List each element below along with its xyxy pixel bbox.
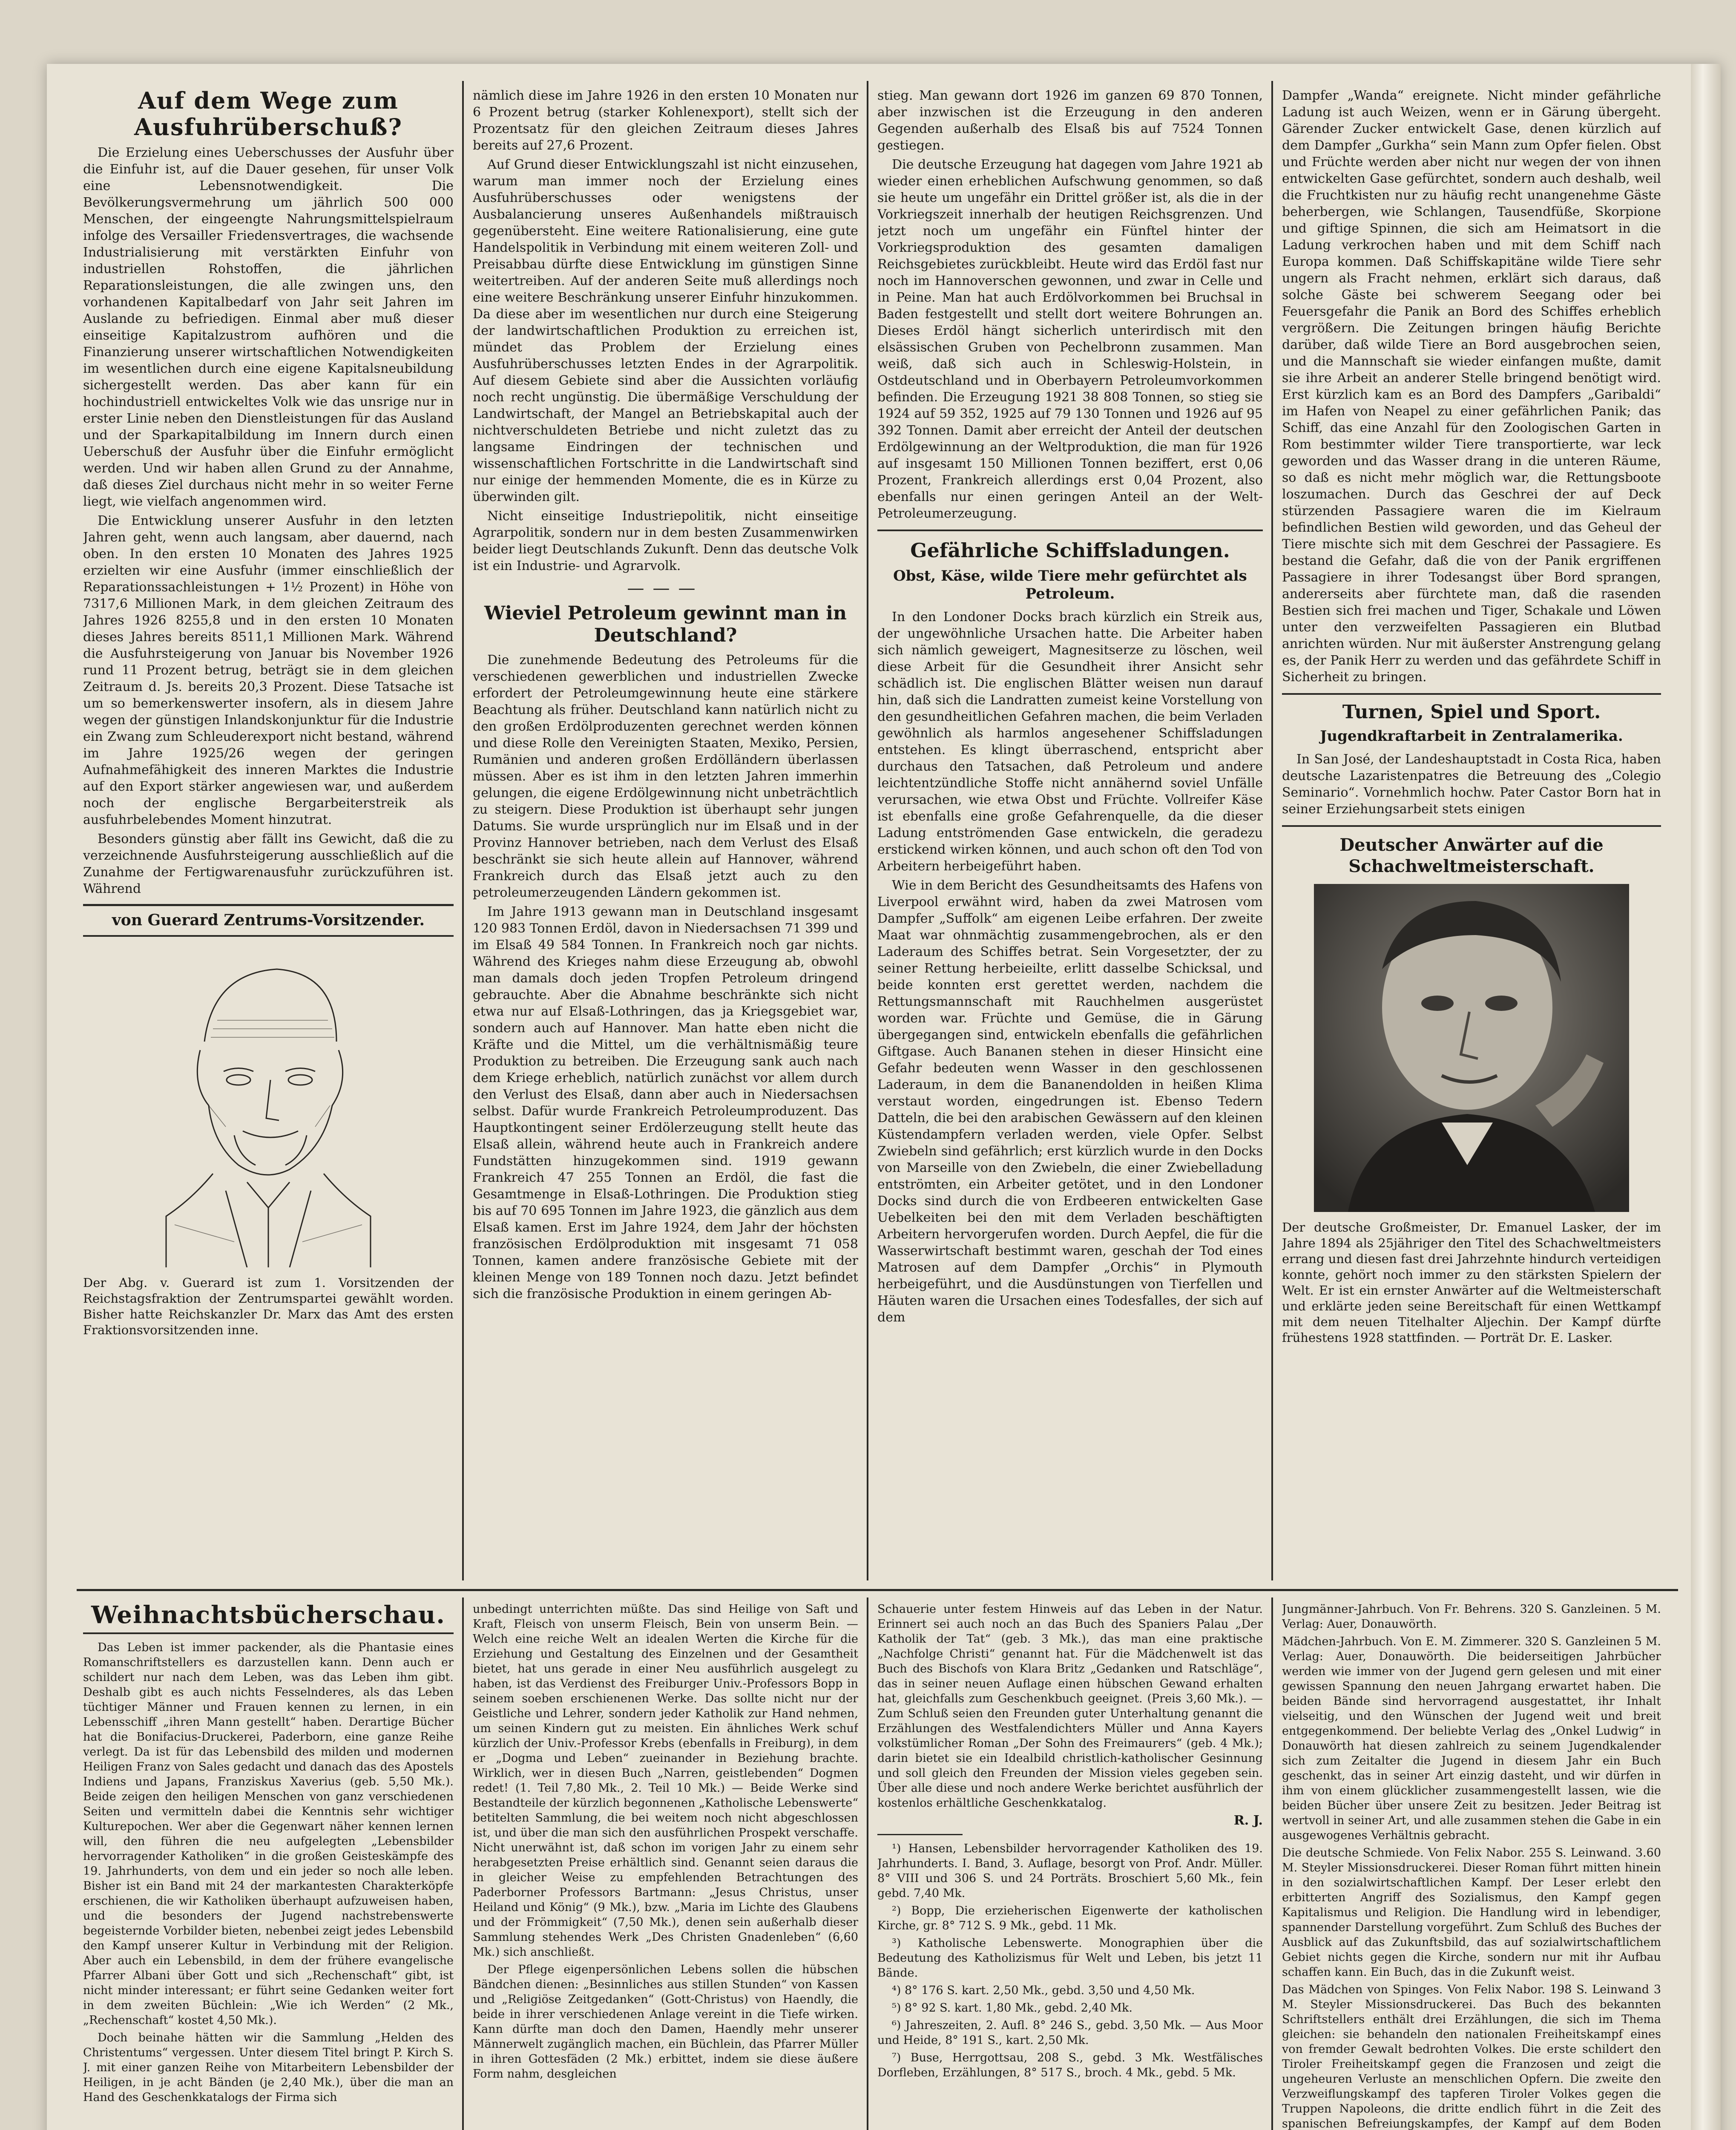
book-entry: Jungmänner-Jahrbuch. Von Fr. Behrens. 320 S. Ganzleinen. 5 M. Verlag: Auer, Donauwörth.: [1282, 1603, 1661, 1631]
divider: [83, 904, 454, 906]
paragraph: Die deutsche Erzeugung hat dagegen vom Jahre 1921 ab wieder einen erheblichen Aufschwung genommen, so daß sie heute um ungefähr ein Drittel größer ist, als die in der Vorkriegszeit innerhalb der heutigen Reichsgrenzen. Und jetzt noch um ungefähr ein Fünftel hinter der Vorkriegsproduktion des gesamten damaligen Reichsgebietes zurückbleibt. Heute wird das Erdöl fast nur noch im Hannoverschen gewonnen, und zwar in Celle und in Peine. Man hat auch Erdölvorkommen bei Bruchsal in Baden festgestellt und stellt dort weitere Bohrungen an. Dieses Erdöl hängt sicherlich unterirdisch mit den elsässischen Gruben von Pechelbronn zusammen. Man weiß, daß sich auch in Schleswig-Holstein, in Ostdeutschland und in Oberbayern Petroleumvorkommen befinden. Die Erzeugung 1921 38 808 Tonnen, so stieg sie 1924 auf 59 352, 1925 auf 79 130 Tonnen und 1926 auf 95 392 Tonnen. Damit aber erreicht der Anteil der deutschen Erdölgewinnung an der Weltproduktion, die man für 1926 auf insgesamt 150 Millionen Tonnen beziffert, erst 0,06 Prozent, Frankreich allerdings erst 0,04 Prozent, also ebenfalls nur einen geringen Anteil an der Welt-Petroleumerzeugung.: [877, 157, 1263, 521]
paragraph: Doch beinahe hätten wir die Sammlung „Helden des Christentums“ vergessen. Unter diesem Titel bringt P. Kirch S. J. mit einer ganzen Reihe von Mitarbeitern Lebensbilder der Heiligen, in je acht Bänden (je 2,40 Mk.), über die man an Hand des Geschenkkatalogs der Firma sich: [83, 2031, 454, 2104]
chess-caption: Der deutsche Großmeister, Dr. Emanuel Lasker, der im Jahre 1894 als 25jähriger den Titel des Schachweltmeisters errang und diesen fast drei Jahrzehnte hindurch verteidigen konnte, gehört noch immer zu den stärksten Spielern der Welt. Er ist ein ernster Anwärter auf die Weltmeisterschaft und erklärte jeden seine Bereitschaft für einen Wettkampf mit dem neuen Titelhalter Aljechin. Der Kampf dürfte frühestens 1928 stattfinden. — Porträt Dr. E. Lasker.: [1282, 1220, 1661, 1345]
article-subtitle: Obst, Käse, wilde Tiere mehr gefürchtet als Petroleum.: [893, 567, 1247, 602]
paragraph: Die Erzielung eines Ueberschusses der Ausfuhr über die Einfuhr ist, auf die Dauer gesehen, für unser Volk eine Lebensnotwendigkeit. Die Bevölkerungsvermehrung um jährlich 500 000 Menschen, der eingeengte Nahrungsmittelspielraum infolge des Versailler Friedensvertrages, die wachsende Industrialisierung mit verstärkten Einfuhr von industriellen Rohstoffen, die jährlichen Reparationsleistungen, die alle zwingen uns, den vorhandenen Kapitalbedarf von Jahr seit Jahren im Auslande zu befriedigen. Einmal aber muß dieser einseitige Kapitalzustrom aufhören und die Finanzierung unserer wirtschaftlichen Notwendigkeiten im wesentlichen durch eine eigene Kapitalsneubildung sichergestellt werden. Das aber kann für ein hochindustriell entwickeltes Volk wie das unsrige nur in erster Linie neben den Dienstleistungen für das Ausland und der Sparkapitalbildung im Innern durch einen Ueberschuß der Ausfuhr über die Einfuhr ermöglicht werden. Und wir haben allen Grund zu der Annahme, daß dieses Ziel durchaus nicht mehr in so weiter Ferne liegt, wie vielfach angenommen wird.: [83, 145, 454, 509]
article-title-export: Auf dem Wege zum Ausfuhrüberschuß?: [134, 87, 403, 141]
footnote: ⁶) Jahreszeiten, 2. Aufl. 8° 246 S., gebd. 3,50 Mk. — Aus Moor und Heide, 8° 191 S., kart. 2,50 Mk.: [877, 2019, 1263, 2047]
footnote-rule: [877, 1834, 963, 1835]
paragraph: Wie in dem Bericht des Gesundheitsamts des Hafens von Liverpool erwähnt wird, haben da zwei Matrosen vom Dampfer „Suffolk“ am eigenen Leibe erfahren. Der zweite Maat war ohnmächtig zusammengebrochen, als er den Laderaum des Schiffes betrat. Sein Vorgesetzter, der zu seiner Rettung herbeieilte, erlitt dasselbe Schicksal, und beide konnten erst gerettet werden, nachdem die Rettungsmannschaft mit Rauchhelmen ausgerüstet worden war. Früchte und Gemüse, die in Gärung übergegangen sind, entwickeln ebenfalls die gefährlichen Giftgase. Auch Bananen stehen in dieser Hinsicht eine Gefahr bedeuten wenn Wasser in den geschlossenen Laderaum, in dem die Bananendolden in heißen Klima verstaut worden, eingedrungen ist. Ebenso Tedern Datteln, die bei den arabischen Gewässern auf den kleinen Küstendampfern verladen werden, viele Opfer. Selbst Zwiebeln sind gefährlich; erst kürzlich wurde in den Docks von Marseille von den Zwiebeln, die einer Zwiebelladung entströmten, ein Arbeiter getötet, und in den Londoner Docks sind durch die von Erdbeeren entwickelten Gase Uebelkeiten bei den mit dem Verladen beschäftigten Arbeitern hervorgerufen worden. Durch Aepfel, die für die Wasserwirtschaft bestimmt waren, geschah der Tod eines Matrosen auf dem Dampfer „Orchis“ in Plymouth herbeigeführt, und die Ausdünstungen von Tierfellen und Häuten waren die Ursachen eines Todesfalles, der sich auf dem: [877, 878, 1263, 1325]
column-rule-b2: [867, 1598, 868, 2130]
paragraph: Schauerie unter festem Hinweis auf das Leben in der Natur. Erinnert sei auch noch an das Buch des Spaniers Palau „Der Katholik der Tat“ (geb. 3 Mk.), das man eine praktische „Nachfolge Christi“ genannt hat. Für die Mädchenwelt ist das Buch des Bischofs von Klara Britz „Gedanken und Ratschläge“, das in seiner neuen Auflage einen hübschen Gewand erhalten hat, gleichfalls zum Geschenkbuch geeignet. (Preis 3,60 Mk.). — Zum Schluß seien den Freunden guter Unterhaltung genannt die Erzählungen des Westfalendichters Müller und Anna Kayers volkstümlicher Roman „Der Sohn des Freimaurers“ (geb. 4 Mk.); darin bietet sie ein Idealbild christlich-katholischer Gesinnung und soll gleich den Freunden der Mission vieles gegeben sein. Über alle diese und noch andere Werke berichtet ausführlich der kostenlos erhältliche Geschenkkatalog.: [877, 1603, 1263, 1810]
footnote: ³) Katholische Lebenswerte. Monographien über die Bedeutung des Katholizismus für Welt und Leben, bis jetzt 11 Bände.: [877, 1937, 1263, 1980]
book-entry: Mädchen-Jahrbuch. Von E. M. Zimmerer. 320 S. Ganzleinen 5 M. Verlag: Auer, Donauwörth. Die beiderseitigen Jahrbücher werden wie immer von der Jugend gern gelesen und mit einer gewissen Spannung den neuen Jahrgang erwartet haben. Die beiden Bände sind hervorragend ausgestattet, ihr Inhalt vielseitig, und den Wünschen der Jugend weit und breit entgegenkommend. Der beliebte Verlag des „Onkel Ludwig“ in Donauwörth hat diesen zahlreich zu seinem Jugendkalender sich zum Zeitalter die Jugend in diesem Jahr ein Buch geschenkt, das in seiner Art einzig dasteht, und wir dürfen in ihm von einem glücklicher zusammengestellt lassen, wie die beiden Bücher über unsere Zeit zu besitzen. Jeder Beitrag ist wertvoll in seiner Art, und alle zusammen stehen die Gabe in ein ausgewogenes Verhältnis gebracht.: [1282, 1635, 1661, 1842]
paragraph: stieg. Man gewann dort 1926 im ganzen 69 870 Tonnen, aber inzwischen ist die Erzeugung in den anderen Gegenden außerhalb des Elsaß bis auf 7524 Tonnen gestiegen.: [877, 88, 1263, 153]
footnote: ¹) Hansen, Lebensbilder hervorragender Katholiken des 19. Jahrhunderts. I. Band, 3. Auflage, besorgt von Prof. Andr. Müller. 8° VIII und 306 S. und 24 Porträts. Broschiert 5,60 Mk., fein gebd. 7,40 Mk.: [877, 1842, 1263, 1900]
paragraph: Das Leben ist immer packender, als die Phantasie eines Romanschriftstellers es darzustellen kann. Denn auch er schildert nur nach dem Leben, was das Leben ihm gibt. Deshalb gibt es auch nichts Fesselnderes, als das Leben tüchtiger Männer und Frauen kennen zu lernen, in ein Lebensschiff „ihren Mann gestellt“ haben. Derartige Bücher hat die Bonifacius-Druckerei, Paderborn, eine ganze Reihe verlegt. Da ist für das Lebensbild des milden und modernen Heiligen Franz von Sales gedacht und danach das des Apostels Indiens und Japans, Franziskus Xaverius (geb. 5,50 Mk.). Beide zeigen den heiligen Menschen von ganz verschiedenen Seiten und vermitteln dabei die Kenntnis sehr wichtiger Kulturepochen. Wer aber die Gegenwart näher kennen lernen will, den führen die neu aufgelegten „Lebensbilder hervorragender Katholiken“ in die großen Geisteskämpfe des 19. Jahrhunderts, von dem und ein jeder so noch alle leben. Bisher ist ein Band mit 24 der markantesten Charakterköpfe erschienen, die wir Katholiken überhaupt aufzuweisen haben, und die besonders der Jugend nachstrebenswerte begeisternde Vorbilder bieten, nebenbei zeigt jedes Lebensbild den Kampf unserer Kultur in Verbindung mit der Religion. Aber auch ein Lebensbild, in dem der frühere evangelische Pfarrer Albani über Gott und sich „Rechenschaft“ gibt, ist nicht minder interessant; er führt seine Gedanken weiter fort in dem zweiten Büchlein: „Wie ich Werden“ (2 Mk., „Rechenschaft“ kostet 4,50 Mk.).: [83, 1641, 454, 2027]
section-rule: [77, 1589, 1678, 1591]
portrait-guerard-illustration: [149, 944, 388, 1267]
article-title-petroleum: Wieviel Petroleum gewinnt man in Deutschland?: [484, 602, 847, 646]
paragraph: Die zunehmende Bedeutung des Petroleums für die verschiedenen gewerblichen und industriellen Zwecke erfordert der Petroleumgewinnung heute eine stärkere Beachtung als früher. Deutschland kann natürlich nicht zu den großen Erdölproduzenten gerechnet werden können und diese Rolle den Vereinigten Staaten, Mexiko, Persien, Rumänien und anderen großen Erdölländern überlassen müssen. Aber es ist ihm in den letzten Jahren immerhin gelungen, die eigene Erdölgewinnung nicht unbeträchtlich zu steigern. Diese Produktion ist überhaupt sehr jungen Datums. Sie wurde ursprünglich nur im Elsaß und in der Provinz Hannover betrieben, nach dem Verlust des Elsaß beschränkt sie sich heute allein auf Hannover, während Frankreich durch das Elsaß jetzt auch zu den petroleumerzeugenden Ländern gekommen ist.: [473, 653, 858, 900]
column-rule-b1: [462, 1598, 464, 2130]
bottom-column-2: [473, 1602, 858, 2130]
paragraph: Der Pflege eigenpersönlichen Lebens sollen die hübschen Bändchen dienen: „Besinnliches aus stillen Stunden“ von Kassen und „Religiöse Zeitgedanken“ (Gott-Christus) von Haendly, die beide in ihrer verschiedenen Anlage vereint in die Tiefe wirken. Kann dürfte man doch den Damen, Haendly mehr unserer Männerwelt zugänglich machen, ein Büchlein, das Pfarrer Müller in ihren Gottesfäden (2 Mk.) erbittet, indem sie diese äußere Form nahm, desgleichen: [473, 1963, 858, 2081]
column-rule-2: [867, 81, 868, 1580]
divider: [1282, 693, 1661, 695]
paragraph: Dampfer „Wanda“ ereignete. Nicht minder gefährliche Ladung ist auch Weizen, wenn er in Gärung übergeht. Gärender Zucker entwickelt Gase, denen kürzlich auf dem Dampfer „Gurkha“ sein Mann zum Opfer fielen. Obst und Früchte werden aber nicht nur wegen der von ihnen entwickelten Gase gefürchtet, sondern auch deshalb, weil die Fruchtkisten nur zu häufig recht unangenehme Gäste beherbergen, wie Schlangen, Tausendfüße, Skorpione und giftige Spinnen, die sich am Heimatsort in die Ladung verkrochen haben und mit dem Schiff nach Europa kommen. Daß Schiffskapitäne wilde Tiere sehr ungern als Fracht nehmen, erklärt sich daraus, daß solche Gäste bei schwerem Seegang oder bei Feuersgefahr die Panik an Bord des Schiffes erheblich vergrößern. Die Zeitungen bringen häufig Berichte darüber, daß wilde Tiere an Bord ausgebrochen seien, und die Mannschaft sie wieder einfangen mußte, damit sie ihre Arbeit an anderer Stelle bringend benötigt wird. Erst kürzlich kam es an Bord des Dampfers „Garibaldi“ im Hafen von Neapel zu einer gefährlichen Panik; das Schiff, das eine Anzahl für den Zoologischen Garten in Rom bestimmter wilder Tiere transportierte, war leck geworden und das Wasser drang in die unteren Räume, so daß es nicht mehr möglich war, die Rettungsboote loszumachen. Durch das Geschrei der auf Deck stürzenden Passagiere waren die im Kielraum befindlichen Bestien wild geworden, und das Geheul der Tiere mischte sich mit dem Geschrei der Passagiere. Es bestand die Gefahr, daß die von der Panik ergriffenen Passagiere in ihrer Todesangst über Bord sprangen, andererseits aber fürchtete man, daß die rasenden Bestien sich frei machen und Tiger, Schakale und Löwen unter den verzweifelten Passagieren ein Blutbad anrichten würden. Nur mit äußerster Anstrengung gelang es, der Panik Herr zu werden und das gefährdete Schiff in Sicherheit zu bringen.: [1282, 88, 1661, 685]
divider: [83, 1632, 454, 1634]
portrait-caption: Der Abg. v. Guerard ist zum 1. Vorsitzenden der Reichstagsfraktion der Zentrumspartei gewählt worden. Bisher hatte Reichskanzler Dr. Marx das Amt des ersten Fraktionsvorsitzenden inne.: [83, 1275, 454, 1337]
divider: [877, 530, 1263, 531]
article-title-books: Weihnachtsbücherschau.: [91, 1602, 445, 1629]
bottom-column-1: [83, 1602, 454, 2130]
chess-title: Deutscher Anwärter auf die Schachweltmeisterschaft.: [1339, 835, 1604, 876]
paragraph: Auf Grund dieser Entwicklungszahl ist nicht einzusehen, warum man immer noch der Erzielung eines Ausfuhrüberschusses oder wenigstens der Ausbalancierung unseres Außenhandels mißtrauisch gegenübersteht. Eine weitere Rationalisierung, eine gute Handelspolitik in Verbindung mit einem weiteren Zoll- und Preisabbau dürfte diese Entwicklung im günstigen Sinne weitertreiben. Auf der anderen Seite muß allerdings noch eine weitere Beschränkung unserer Einfuhr hinzukommen. Da diese aber im wesentlichen nur durch eine Steigerung der landwirtschaftlichen Produktion zu erreichen ist, mündet das Problem der Erzielung eines Ausfuhrüberschusses letzten Endes in der Agrarpolitik. Auf diesem Gebiete sind aber die Aussichten vorläufig noch recht ungünstig. Die übermäßige Verschuldung der Landwirtschaft, der Mangel an Betriebskapital auch der nichtverschuldeten Betriebe und nicht zuletzt das zu langsame Eindringen der technischen und wissenschaftlichen Fortschritte in die Landwirtschaft sind nur einige der hemmenden Momente, die es in Kürze zu überwinden gilt.: [473, 157, 858, 504]
portrait-heading: von Guerard Zentrums-Vorsitzender.: [112, 911, 425, 929]
paragraph: Die Entwicklung unserer Ausfuhr in den letzten Jahren geht, wenn auch langsam, aber dauernd, nach oben. In den ersten 10 Monaten des Jahres 1925 erzielten wir eine Ausfuhr (immer einschließlich der Reparationssachleistungen + 1½ Prozent) in Höhe von 7317,6 Millionen Mark, in dem gleichen Zeitraum des Jahres 1926 8255,8 und in den ersten 10 Monaten dieses Jahres bereits 8511,1 Millionen Mark. Während die Ausfuhrsteigerung von Januar bis November 1926 rund 11 Prozent betrug, beträgt sie in dem gleichen Zeitraum d. Js. bereits 20,3 Prozent. Diese Tatsache ist um so bemerkenswerter insofern, als in diesem Jahre wegen der günstigen Inlandskonjunktur für die Industrie ein Zwang zum Schleuderexport nicht bestand, während im Jahre 1925/26 wegen der geringen Aufnahmefähigkeit des inneren Marktes die Industrie auf den Export stärker angewiesen war, und außerdem noch der englische Bergarbeiterstreik als ausfuhrbelebendes Moment hinzutrat.: [83, 513, 454, 827]
footnote: ²) Bopp, Die erzieherischen Eigenwerte der katholischen Kirche, gr. 8° 712 S. 9 Mk., gebd. 11 Mk.: [877, 1904, 1263, 1932]
paragraph: Besonders günstig aber fällt ins Gewicht, daß die zu verzeichnende Ausfuhrsteigerung ausschließlich auf die Zunahme der Fertigwarenausfuhr zurückzuführen ist. Während: [83, 832, 454, 896]
column-rule-3: [1271, 81, 1273, 1580]
sport-title: Turnen, Spiel und Sport.: [1342, 701, 1601, 723]
footnote: ⁵) 8° 92 S. kart. 1,80 Mk., gebd. 2,40 Mk.: [892, 2001, 1132, 2015]
divider: [83, 935, 454, 937]
column-3: [877, 87, 1263, 1583]
column-2: [473, 87, 858, 1583]
footnote: ⁴) 8° 176 S. kart. 2,50 Mk., gebd. 3,50 und 4,50 Mk.: [892, 1984, 1195, 1997]
newspaper-page: [47, 64, 1721, 2130]
sport-subtitle: Jugendkraftarbeit in Zentralamerika.: [1320, 728, 1623, 745]
column-4: [1282, 87, 1661, 1583]
book-entry: Das Mädchen von Spinges. Von Felix Nabor. 198 S. Leinwand 3 M. Steyler Missionsdruckerei. Das Buch des bekannten Schriftstellers enthält drei Erzählungen, die sich im Thema gleichen: sie behandeln den nationalen Freiheitskampf eines von fremder Gewalt bedrohten Volkes. Die erste schildert den Tiroler Freiheitskampf gegen die Franzosen und zeigt die ungeheuren Verluste an menschlichen Opfern. Die zweite den Verzweiflungskampf des tapferen Tiroler Volkes gegen die Truppen Napoleons, die dritte endlich führt in die Zeit des spanischen Befreiungskampfes, der Kampf auf dem Boden: [1282, 1983, 1661, 2130]
column-rule-b3: [1271, 1598, 1273, 2130]
paragraph: Im Jahre 1913 gewann man in Deutschland insgesamt 120 983 Tonnen Erdöl, davon in Niedersachsen 71 399 und im Elsaß 49 584 Tonnen. In Frankreich noch gar nichts. Während des Krieges nahm diese Erzeugung ab, obwohl man damals doch jeden Tropfen Petroleum dringend gebrauchte. Aber die Abnahme beschränkte sich nicht etwa nur auf Elsaß-Lothringen, das ja Kriegsgebiet war, sondern auch auf Hannover. Man hatte eben nicht die Kräfte und die Mittel, um die verhältnismäßig teure Produktion zu betreiben. Die Erzeugung sank auch nach dem Kriege erheblich, natürlich zunächst vor allem durch den Verlust des Elsaß, dann aber auch in Niedersachsen selbst. Dafür wurde Frankreich Petroleumproduzent. Das Hauptkontingent seiner Erdölerzeugung stellt heute das Elsaß allein, während heute auch in Frankreich andere Fundstätten hinzugekommen sind. 1919 gewann Frankreich 47 255 Tonnen an Erdöl, die fast die Gesamtmenge in Elsaß-Lothringen. Die Produktion stieg bis auf 70 695 Tonnen im Jahre 1923, die gänzlich aus dem Elsaß kamen. Erst im Jahre 1924, dem Jahr der höchsten französischen Erdölproduktion mit insgesamt 71 058 Tonnen, kamen andere französische Gebiete mit der kleinen Menge von 189 Tonnen noch dazu. Jetzt befindet sich die französische Produktion in einem geringen Ab-: [473, 904, 858, 1301]
paragraph: unbedingt unterrichten müßte. Das sind Heilige von Saft und Kraft, Fleisch von unserm Fleisch, Bein von unserm Bein. — Welch eine reiche Welt an idealen Werten die Kirche für die Erziehung und Gestaltung des Einzelnen und der Gesamtheit bietet, hat uns gerade in einer Neu ausführlich ausgelegt zu haben, ist das Verdienst des Freiburger Univ.-Professors Bopp in seinem soeben erschienenen Werke. Das sollte nicht nur der Geistliche und Lehrer, sondern jeder Katholik zur Hand nehmen, um seinen Kindern gut zu meisten. Ein ähnliches Werk schuf kürzlich der Univ.-Professor Krebs (ebenfalls in Freiburg), in dem er „Dogma und Leben“ zueinander in Beziehung brachte. Wirklich, wer in diesen Buch „Narren, geistlebenden“ Dogmen redet! (1. Teil 7,80 Mk., 2. Teil 10 Mk.) — Beide Werke sind Bestandteile der kürzlich begonnenen „Katholische Lebenswerte“ betitelten Sammlung, die bei weitem noch nicht abgeschlossen ist, und über die man sich den ausführlichen Prospekt verschaffe. Nicht unerwähnt ist, daß schon im vorigen Jahr zu einem sehr herabgesetzten Preise erhältlich sind. Genannt seien daraus die in gleicher Weise zu empfehlenden Betrachtungen des Paderborner Professors Bartmann: „Jesus Christus, unser Heiland und König“ (9 Mk.), bzw. „Maria im Lichte des Glaubens und der Frömmigkeit“ (7,50 Mk.), denen sein außerhalb dieser Sammlung stehendes Werk „Des Christen Gnadenleben“ (6,60 Mk.) sich anschließt.: [473, 1603, 858, 1959]
column-rule-1: [462, 81, 464, 1580]
author-initials: R. J.: [1233, 1813, 1263, 1828]
paragraph: In den Londoner Docks brach kürzlich ein Streik aus, der ungewöhnliche Ursachen hatte. Die Arbeiter haben sich nämlich geweigert, Magnesitserze zu löschen, weil diese Arbeit für die Gesundheit ihrer Ansicht sehr schädlich ist. Die englischen Blätter weisen nun darauf hin, daß sich die Landratten zumeist keine Vorstellung von den gesundheitlichen Gefahren machen, die beim Verladen gewöhnlich als harmlos angesehener Schiffsladungen entstehen. Es klingt überraschend, entspricht aber durchaus den Tatsachen, daß Petroleum und andere leichtentzündliche Stoffe nicht annähernd soviel Unfälle verursachen, wie etwa Obst und Früchte. Vollreifer Käse ist ebenfalls eine große Gefahrenquelle, da die dieser Ladung entströmenden Gase entwickeln, die geradezu erstickend wirken können, und auch schon oft den Tod von Arbeitern herbeigeführt haben.: [877, 610, 1263, 874]
column-1: [83, 87, 454, 1583]
paragraph: In San José, der Landeshauptstadt in Costa Rica, haben deutsche Lazaristenpatres die Betreuung des „Colegio Seminario“. Vornehmlich hochw. Pater Castor Born hat in seiner Erziehungsarbeit stets einigen: [1282, 752, 1661, 817]
paragraph: nämlich diese im Jahre 1926 in den ersten 10 Monaten nur 6 Prozent betrug (starker Kohlenexport), stellt sich der Prozentsatz für den gleichen Zeitraum dieses Jahres bereits auf 27,6 Prozent.: [473, 88, 858, 153]
bottom-column-3: [877, 1602, 1263, 2130]
page-fold-shadow: [1691, 64, 1721, 2130]
photo-lasker: [1314, 884, 1629, 1212]
article-title-ships: Gefährliche Schiffsladungen.: [910, 539, 1230, 562]
section-ornament: ———: [627, 579, 704, 598]
bottom-column-4: [1282, 1602, 1661, 2130]
paragraph: Nicht einseitige Industriepolitik, nicht einseitige Agrarpolitik, sondern nur in dem besten Zusammenwirken beider liegt Deutschlands Zukunft. Denn das deutsche Volk ist ein Industrie- und Agrarvolk.: [473, 509, 858, 573]
book-entry: Die deutsche Schmiede. Von Felix Nabor. 255 S. Leinwand. 3.60 M. Steyler Missionsdruckerei. Dieser Roman führt mitten hinein in den sozialwirtschaftlichen Kampf. Der Leser erlebt den erbitterten Angriff des Sozialismus, den Kampf gegen Kapitalismus und Religion. Die Handlung wird in lebendiger, spannender Darstellung vorgeführt. Zum Schluß des Buches der Ausblick auf das Zukunftsbild, das auf sozialwirtschaftlichem Gebiet nichts gegen die Kirche, sondern nur mit ihr Aufbau schaffen kann. Ein Buch, das in die Zukunft weist.: [1282, 1846, 1661, 1979]
footnote: ⁷) Buse, Herrgottsau, 208 S., gebd. 3 Mk. Westfälisches Dorfleben, Erzählungen, 8° 517 S., broch. 4 Mk., gebd. 5 Mk.: [877, 2051, 1263, 2079]
divider: [1282, 825, 1661, 827]
